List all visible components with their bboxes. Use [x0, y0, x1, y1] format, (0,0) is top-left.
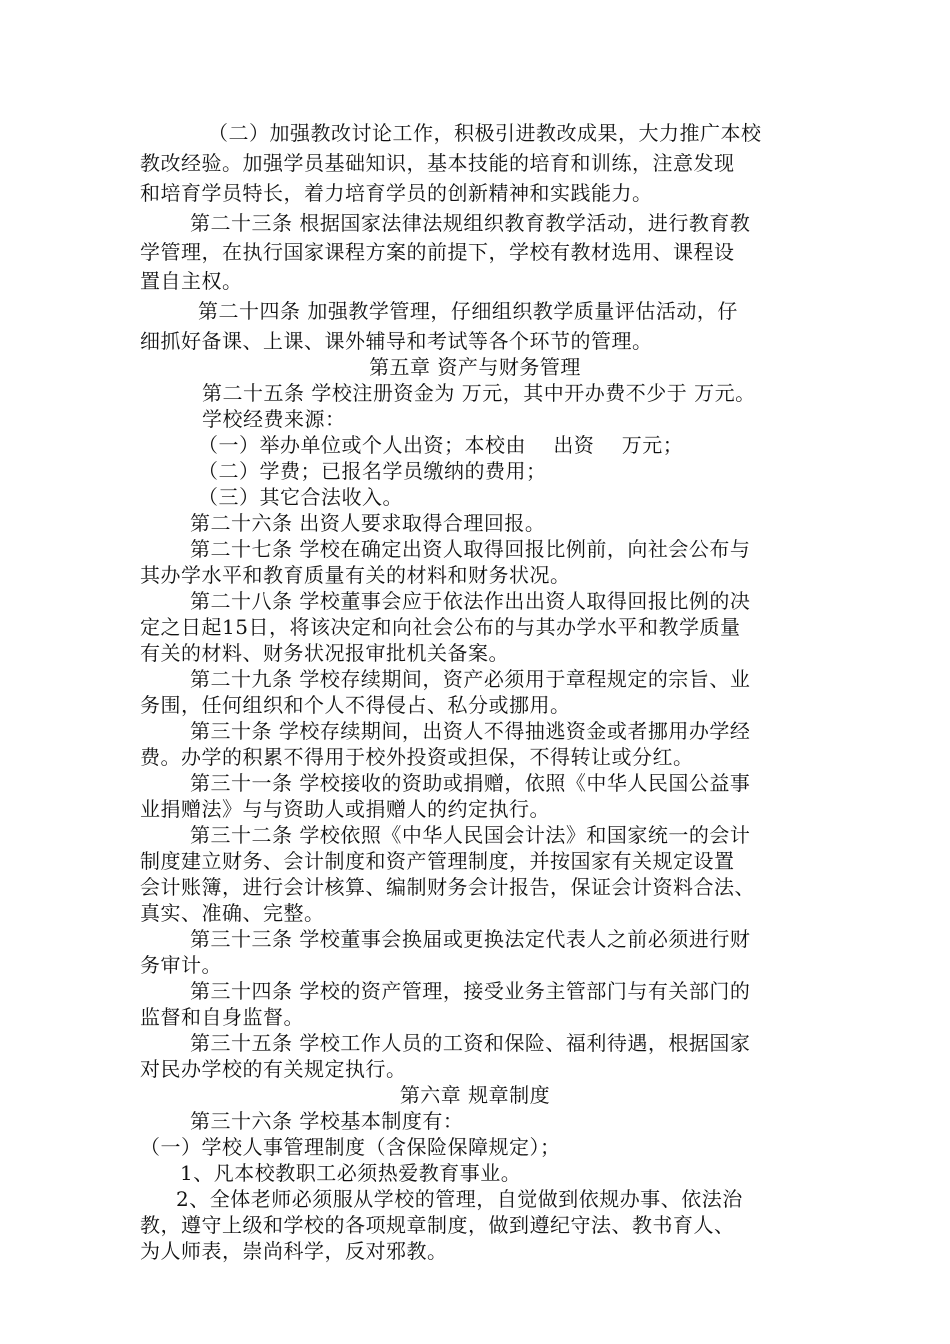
- text-line: 教，遵守上级和学校的各项规章制度，做到遵纪守法、教书育人、: [140, 1213, 735, 1237]
- text-line: 第二十九条 学校存续期间，资产必须用于章程规定的宗旨、业: [190, 667, 751, 691]
- text-line: 为人师表，崇尚科学，反对邪教。: [140, 1239, 448, 1263]
- text-line: 会计账簿，进行会计核算、编制财务会计报告，保证会计资料合法、: [140, 875, 755, 899]
- text-line: 第三十条 学校存续期间，出资人不得抽逃资金或者挪用办学经: [190, 719, 751, 743]
- text-line: 真实、准确、完整。: [140, 901, 325, 925]
- text-line: 2、全体老师必须服从学校的管理，自觉做到依规办事、依法治: [176, 1187, 743, 1211]
- text-line: 第二十四条 加强教学管理，仔细组织教学质量评估活动，仔: [198, 299, 738, 323]
- text-line: 第二十七条 学校在确定出资人取得回报比例前，向社会公布与: [190, 537, 751, 561]
- text-line: （三）其它合法收入。: [198, 485, 403, 509]
- text-line: 1、凡本校教职工必须热爱教育事业。: [180, 1161, 522, 1185]
- text-line: 定之日起15日，将该决定和向社会公布的与其办学水平和教学质量: [140, 615, 741, 639]
- text-line: （二）学费；已报名学员缴纳的费用；: [198, 459, 547, 483]
- chapter-heading: 第六章 规章制度: [399, 1083, 551, 1107]
- text-line: 业捐赠法》与与资助人或捐赠人的约定执行。: [140, 797, 550, 821]
- text-line: 第三十二条 学校依照《中华人民国会计法》和国家统一的会计: [190, 823, 751, 847]
- text-line: 其办学水平和教育质量有关的材料和财务状况。: [140, 563, 571, 587]
- text-line: 监督和自身监督。: [140, 1005, 304, 1029]
- text-line: 第三十一条 学校接收的资助或捐赠，依照《中华人民国公益事: [190, 771, 751, 795]
- text-line: 第二十三条 根据国家法律法规组织教育教学活动，进行教育教: [190, 211, 751, 235]
- text-line: 第三十六条 学校基本制度有：: [190, 1109, 464, 1133]
- text-line: 第三十五条 学校工作人员的工资和保险、福利待遇，根据国家: [190, 1031, 751, 1055]
- text-line: 置自主权。: [140, 269, 243, 293]
- text-line: 务审计。: [140, 953, 222, 977]
- text-line: （一）学校人事管理制度（含保险保障规定）；: [140, 1135, 561, 1159]
- text-line: 教改经验。加强学员基础知识，基本技能的培育和训练，注意发现: [140, 151, 735, 175]
- chapter-heading: 第五章 资产与财务管理: [369, 355, 581, 379]
- text-line: （二）加强教改讨论工作，积极引进教改成果，大力推广本校: [208, 121, 762, 145]
- text-line: 第二十五条 学校注册资金为 万元，其中开办费不少于 万元。: [202, 381, 756, 405]
- text-line: 有关的材料、财务状况报审批机关备案。: [140, 641, 509, 665]
- text-line: 第二十六条 出资人要求取得合理回报。: [190, 511, 546, 535]
- text-line: （一）举办单位或个人出资；本校由 出资 万元；: [198, 433, 684, 457]
- text-line: 第三十三条 学校董事会换届或更换法定代表人之前必须进行财: [190, 927, 751, 951]
- text-line: 第二十八条 学校董事会应于依法作出出资人取得回报比例的决: [190, 589, 751, 613]
- text-line: 第三十四条 学校的资产管理，接受业务主管部门与有关部门的: [190, 979, 751, 1003]
- text-line: 和培育学员特长，着力培育学员的创新精神和实践能力。: [140, 181, 653, 205]
- text-line: 费。办学的积累不得用于校外投资或担保，不得转让或分红。: [140, 745, 694, 769]
- text-line: 制度建立财务、会计制度和资产管理制度，并按国家有关规定设置: [140, 849, 735, 873]
- text-line: 务围，任何组织和个人不得侵占、私分或挪用。: [140, 693, 571, 717]
- text-line: 学校经费来源：: [202, 407, 346, 431]
- text-line: 细抓好备课、上课、课外辅导和考试等各个环节的管理。: [140, 329, 653, 353]
- text-line: 对民办学校的有关规定执行。: [140, 1057, 407, 1081]
- text-line: 学管理，在执行国家课程方案的前提下，学校有教材选用、课程设: [140, 240, 735, 264]
